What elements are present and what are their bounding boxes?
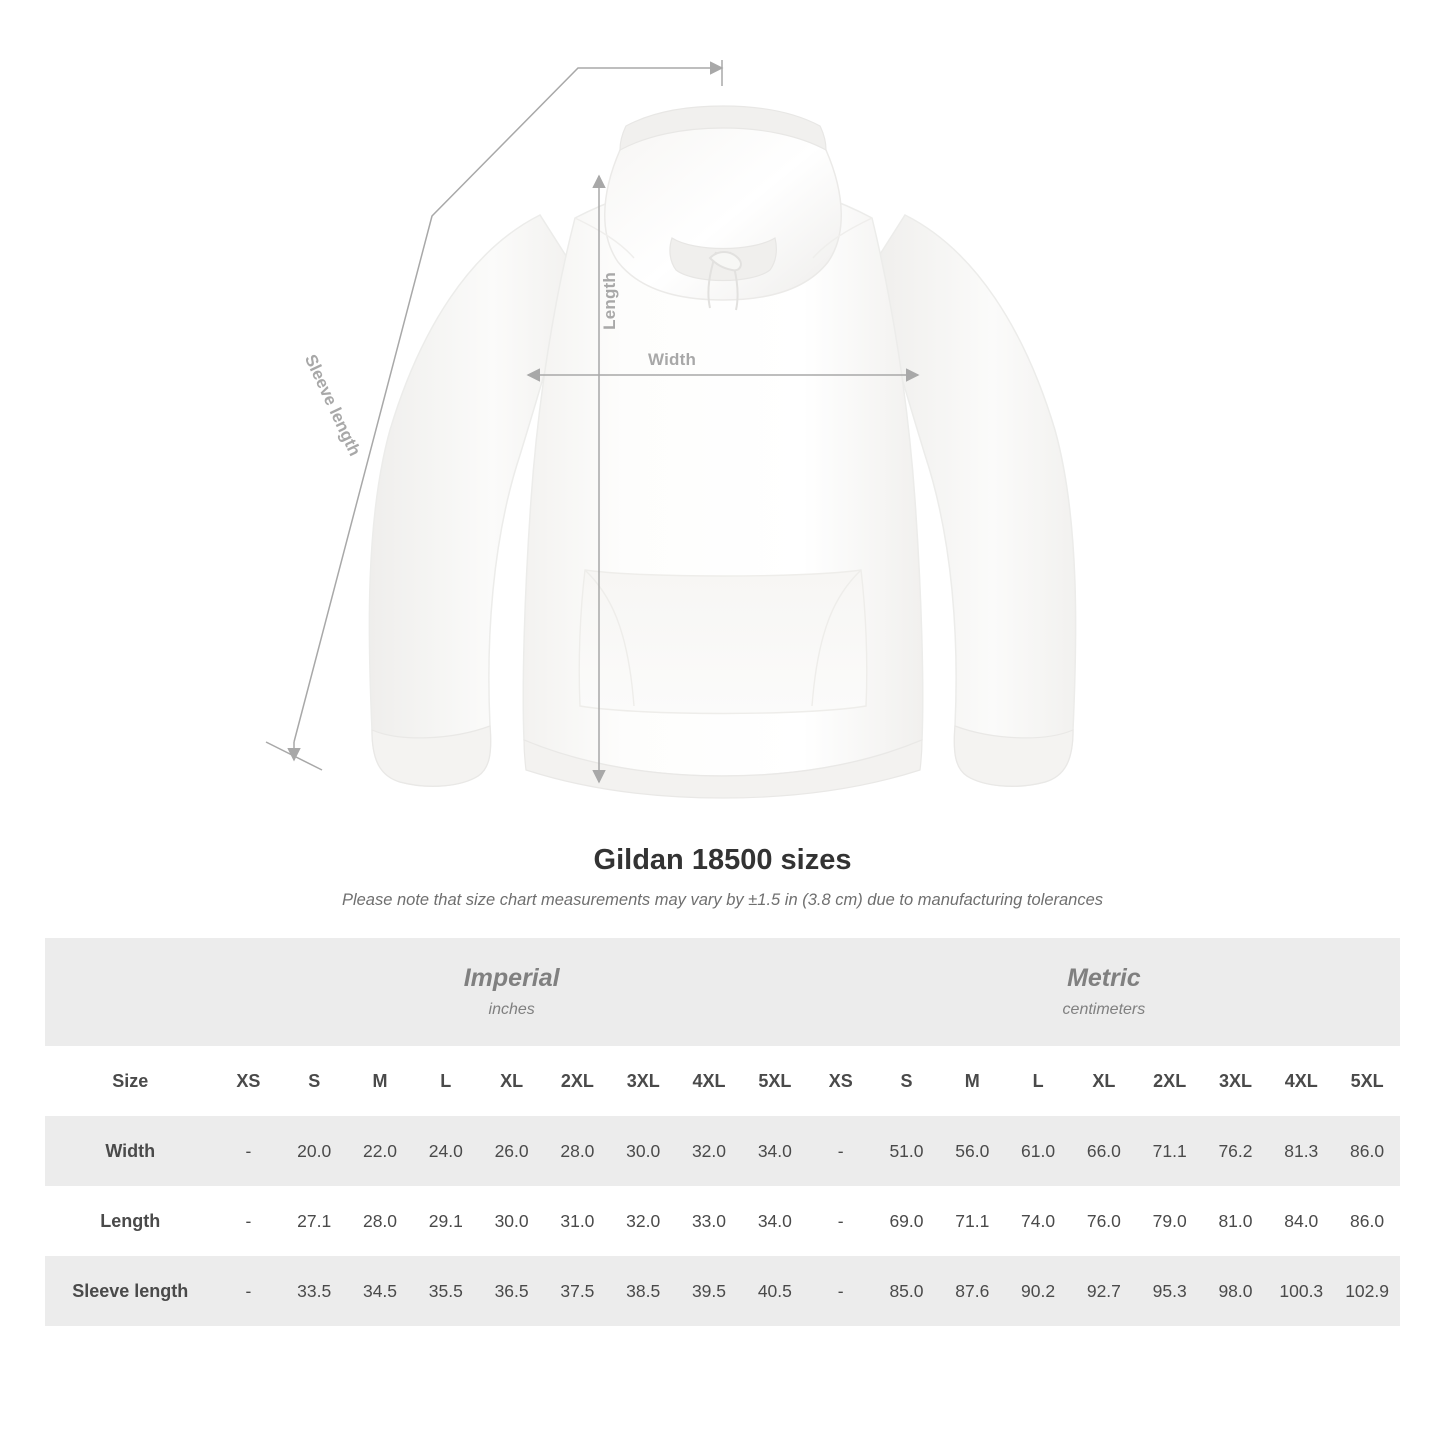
cell-width-metric-l: 61.0 [1005,1116,1071,1186]
cell-length-metric-xl: 76.0 [1071,1186,1137,1256]
cell-width-imperial-5xl: 34.0 [742,1116,808,1186]
cell-length-imperial-3xl: 32.0 [610,1186,676,1256]
size-header-imperial-3xl: 3XL [610,1046,676,1116]
table-row [45,1116,1400,1186]
cell-sleeve-metric-l: 90.2 [1005,1256,1071,1326]
size-header-imperial-m: M [347,1046,413,1116]
size-table-wrapper [45,938,1400,1326]
cell-length-metric-4xl: 84.0 [1268,1186,1334,1256]
width-dimension-label: Width [648,350,697,369]
cell-sleeve-metric-2xl: 95.3 [1137,1256,1203,1326]
cell-sleeve-imperial-m: 34.5 [347,1256,413,1326]
size-header-metric-xl: XL [1071,1046,1137,1116]
size-header-imperial-2xl: 2XL [545,1046,611,1116]
cell-width-imperial-m: 22.0 [347,1116,413,1186]
size-header-imperial-s: S [281,1046,347,1116]
size-header-metric-4xl: 4XL [1268,1046,1334,1116]
cell-width-imperial-2xl: 28.0 [545,1116,611,1186]
cell-sleeve-imperial-5xl: 40.5 [742,1256,808,1326]
cell-length-metric-3xl: 81.0 [1203,1186,1269,1256]
cell-length-metric-m: 71.1 [939,1186,1005,1256]
cell-length-imperial-xs: - [216,1186,282,1256]
row-label-sleeve-length: Sleeve length [45,1256,216,1326]
size-header-imperial-l: L [413,1046,479,1116]
cell-sleeve-metric-s: 85.0 [874,1256,940,1326]
cell-width-metric-3xl: 76.2 [1203,1116,1269,1186]
size-header-metric-2xl: 2XL [1137,1046,1203,1116]
row-label-length: Length [45,1186,216,1256]
size-header-metric-s: S [874,1046,940,1116]
row-label-width: Width [45,1116,216,1186]
imperial-sub: inches [488,1000,535,1018]
cell-width-imperial-4xl: 32.0 [676,1116,742,1186]
cell-sleeve-imperial-s: 33.5 [281,1256,347,1326]
garment-shape [369,106,1075,798]
cell-length-metric-2xl: 79.0 [1137,1186,1203,1256]
size-header-metric-5xl: 5XL [1334,1046,1400,1116]
tolerance-note: Please note that size chart measurements may vary by ±1.5 in (3.8 cm) due to manufacturing tolerances [341,891,1104,909]
cell-sleeve-metric-m: 87.6 [939,1256,1005,1326]
cell-width-imperial-xl: 26.0 [479,1116,545,1186]
size-header-imperial-5xl: 5XL [742,1046,808,1116]
size-header-metric-xs: XS [808,1046,874,1116]
cell-width-imperial-3xl: 30.0 [610,1116,676,1186]
cell-sleeve-imperial-3xl: 38.5 [610,1256,676,1326]
imperial-name: Imperial [463,964,560,993]
cell-length-imperial-l: 29.1 [413,1186,479,1256]
cell-length-imperial-2xl: 31.0 [545,1186,611,1256]
page-title: Gildan 18500 sizes [593,844,852,876]
table-row [45,1256,1400,1326]
cell-width-imperial-s: 20.0 [281,1116,347,1186]
cell-sleeve-metric-5xl: 102.9 [1334,1256,1400,1326]
unit-header-imperial [216,938,808,1046]
size-header-imperial-xl: XL [479,1046,545,1116]
cell-length-imperial-xl: 30.0 [479,1186,545,1256]
sleeve-length-dimension-label: Sleeve length [300,351,365,459]
cell-width-imperial-l: 24.0 [413,1116,479,1186]
cell-sleeve-imperial-2xl: 37.5 [545,1256,611,1326]
size-header-metric-m: M [939,1046,1005,1116]
cell-length-imperial-s: 27.1 [281,1186,347,1256]
cell-length-imperial-m: 28.0 [347,1186,413,1256]
size-header-row [45,1046,1400,1116]
table-row [45,1186,1400,1256]
unit-header-spacer [45,938,216,1046]
size-header-imperial-xs: XS [216,1046,282,1116]
cell-sleeve-metric-xl: 92.7 [1071,1256,1137,1326]
metric-name: Metric [1067,964,1141,993]
unit-header-row [45,938,1400,1046]
cell-length-metric-xs: - [808,1186,874,1256]
cell-width-imperial-xs: - [216,1116,282,1186]
size-table [45,938,1400,1326]
unit-header-metric [808,938,1400,1046]
cell-width-metric-4xl: 81.3 [1268,1116,1334,1186]
size-header-imperial-4xl: 4XL [676,1046,742,1116]
cell-length-metric-s: 69.0 [874,1186,940,1256]
cell-sleeve-metric-3xl: 98.0 [1203,1256,1269,1326]
metric-sub: centimeters [1062,1000,1146,1018]
cell-sleeve-metric-xs: - [808,1256,874,1326]
cell-width-metric-xl: 66.0 [1071,1116,1137,1186]
cell-sleeve-imperial-4xl: 39.5 [676,1256,742,1326]
cell-sleeve-imperial-xs: - [216,1256,282,1326]
cell-sleeve-metric-4xl: 100.3 [1268,1256,1334,1326]
cell-length-metric-l: 74.0 [1005,1186,1071,1256]
cell-length-imperial-4xl: 33.0 [676,1186,742,1256]
cell-width-metric-xs: - [808,1116,874,1186]
cell-width-metric-5xl: 86.0 [1334,1116,1400,1186]
cell-sleeve-imperial-l: 35.5 [413,1256,479,1326]
cell-width-metric-s: 51.0 [874,1116,940,1186]
cell-width-metric-m: 56.0 [939,1116,1005,1186]
title-block [0,844,1445,910]
length-dimension-label: Length [600,272,619,330]
cell-length-metric-5xl: 86.0 [1334,1186,1400,1256]
size-header-metric-l: L [1005,1046,1071,1116]
cell-sleeve-imperial-xl: 36.5 [479,1256,545,1326]
cell-width-metric-2xl: 71.1 [1137,1116,1203,1186]
cell-length-imperial-5xl: 34.0 [742,1186,808,1256]
size-header-label: Size [45,1046,216,1116]
size-header-metric-3xl: 3XL [1203,1046,1269,1116]
